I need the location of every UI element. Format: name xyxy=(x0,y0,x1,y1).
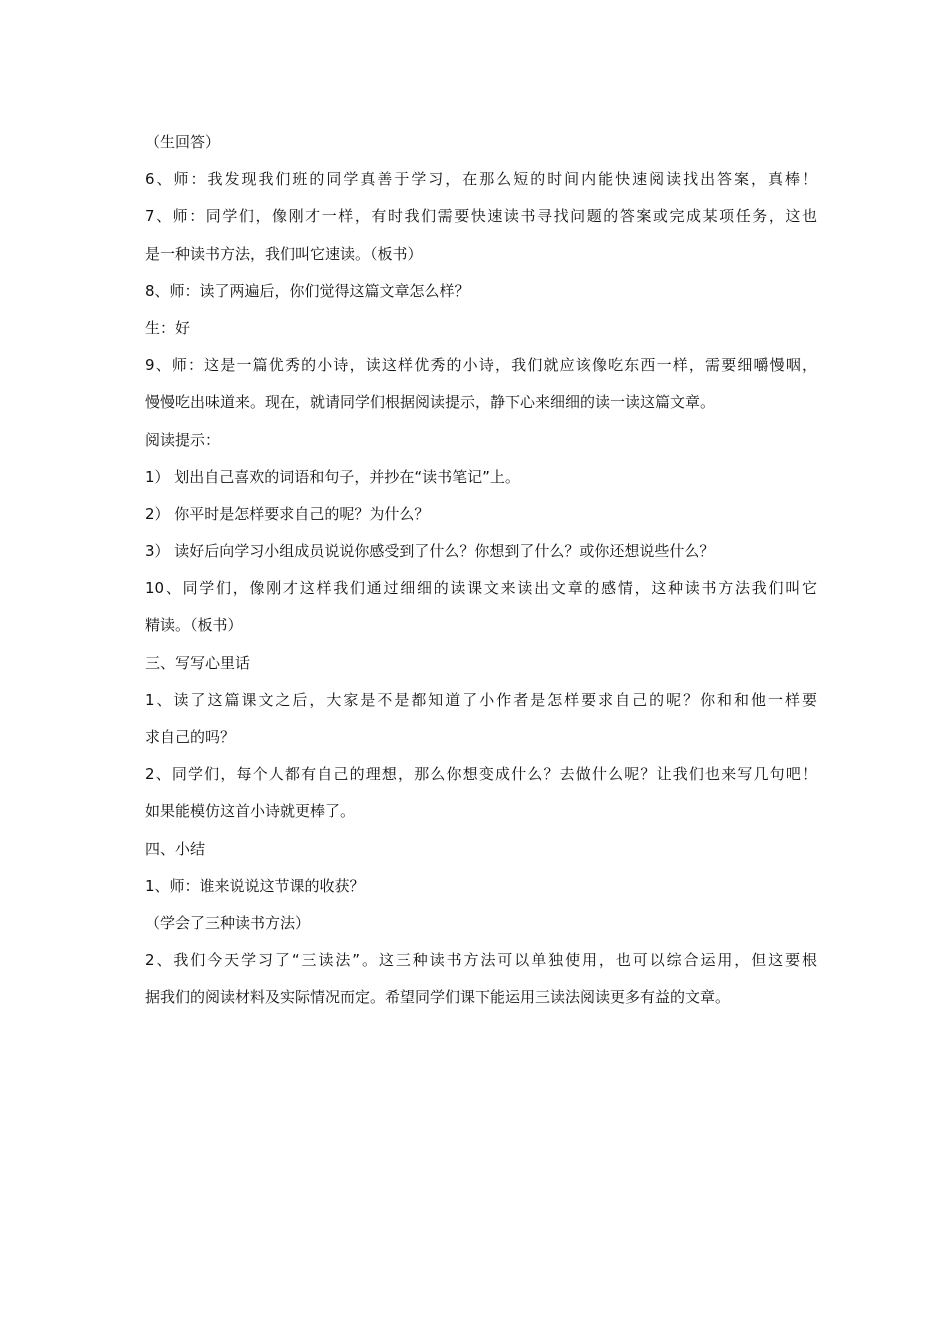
text-line: 是一种读书方法，我们叫它速读。（板书） xyxy=(145,244,423,263)
text-line: 10、同学们，像刚才这样我们通过细细的读课文来读出文章的感情，这种读书方法我们叫它 xyxy=(145,579,817,598)
text-line: 据我们的阅读材料及实际情况而定。希望同学们课下能运用三读法阅读更多有益的文章。 xyxy=(145,988,731,1007)
text-line: 精读。（板书） xyxy=(145,616,243,635)
text-line: 如果能模仿这首小诗就更棒了。 xyxy=(145,802,356,821)
text-line: 7、师：同学们，像刚才一样，有时我们需要快速读书寻找问题的答案或完成某项任务，这也 xyxy=(145,207,817,226)
text-line: 2、同学们，每个人都有自己的理想，那么你想变成什么？去做什么呢？让我们也来写几句吧！ xyxy=(145,765,817,784)
text-line: （学会了三种读书方法） xyxy=(145,913,311,932)
text-line: 2、我们今天学习了“三读法”。这三种读书方法可以单独使用，也可以综合运用，但这要根 xyxy=(145,951,817,970)
text-line: 9、师：这是一篇优秀的小诗，读这样优秀的小诗，我们就应该像吃东西一样，需要细嚼慢咽， xyxy=(145,356,817,375)
text-line: 1、读了这篇课文之后，大家是不是都知道了小作者是怎样要求自己的呢？你和和他一样要 xyxy=(145,690,817,709)
document-body xyxy=(145,124,817,1017)
text-line: 求自己的吗？ xyxy=(145,728,236,746)
text-line: （生回答） xyxy=(145,133,221,151)
text-line: 慢慢吃出味道来。现在，就请同学们根据阅读提示，静下心来细细的读一读这篇文章。 xyxy=(145,393,716,412)
text-line: 1） 划出自己喜欢的词语和句子，并抄在“读书笔记”上。 xyxy=(145,467,520,486)
section-heading: 四、小结 xyxy=(145,839,206,858)
text-line: 生：好 xyxy=(145,318,191,337)
text-line: 阅读提示： xyxy=(145,430,221,449)
section-heading: 三、写写心里话 xyxy=(145,653,251,672)
text-line: 3） 读好后向学习小组成员说说你感受到了什么？你想到了什么？或你还想说些什么？ xyxy=(145,542,715,561)
text-line: 8、师：读了两遍后，你们觉得这篇文章怎么样？ xyxy=(145,281,470,300)
text-line: 6、师：我发现我们班的同学真善于学习，在那么短的时间内能快速阅读找出答案，真棒！ xyxy=(145,170,817,189)
text-line: 2） 你平时是怎样要求自己的呢？为什么？ xyxy=(145,504,430,523)
text-line: 1、师：谁来说说这节课的收获？ xyxy=(145,876,365,895)
